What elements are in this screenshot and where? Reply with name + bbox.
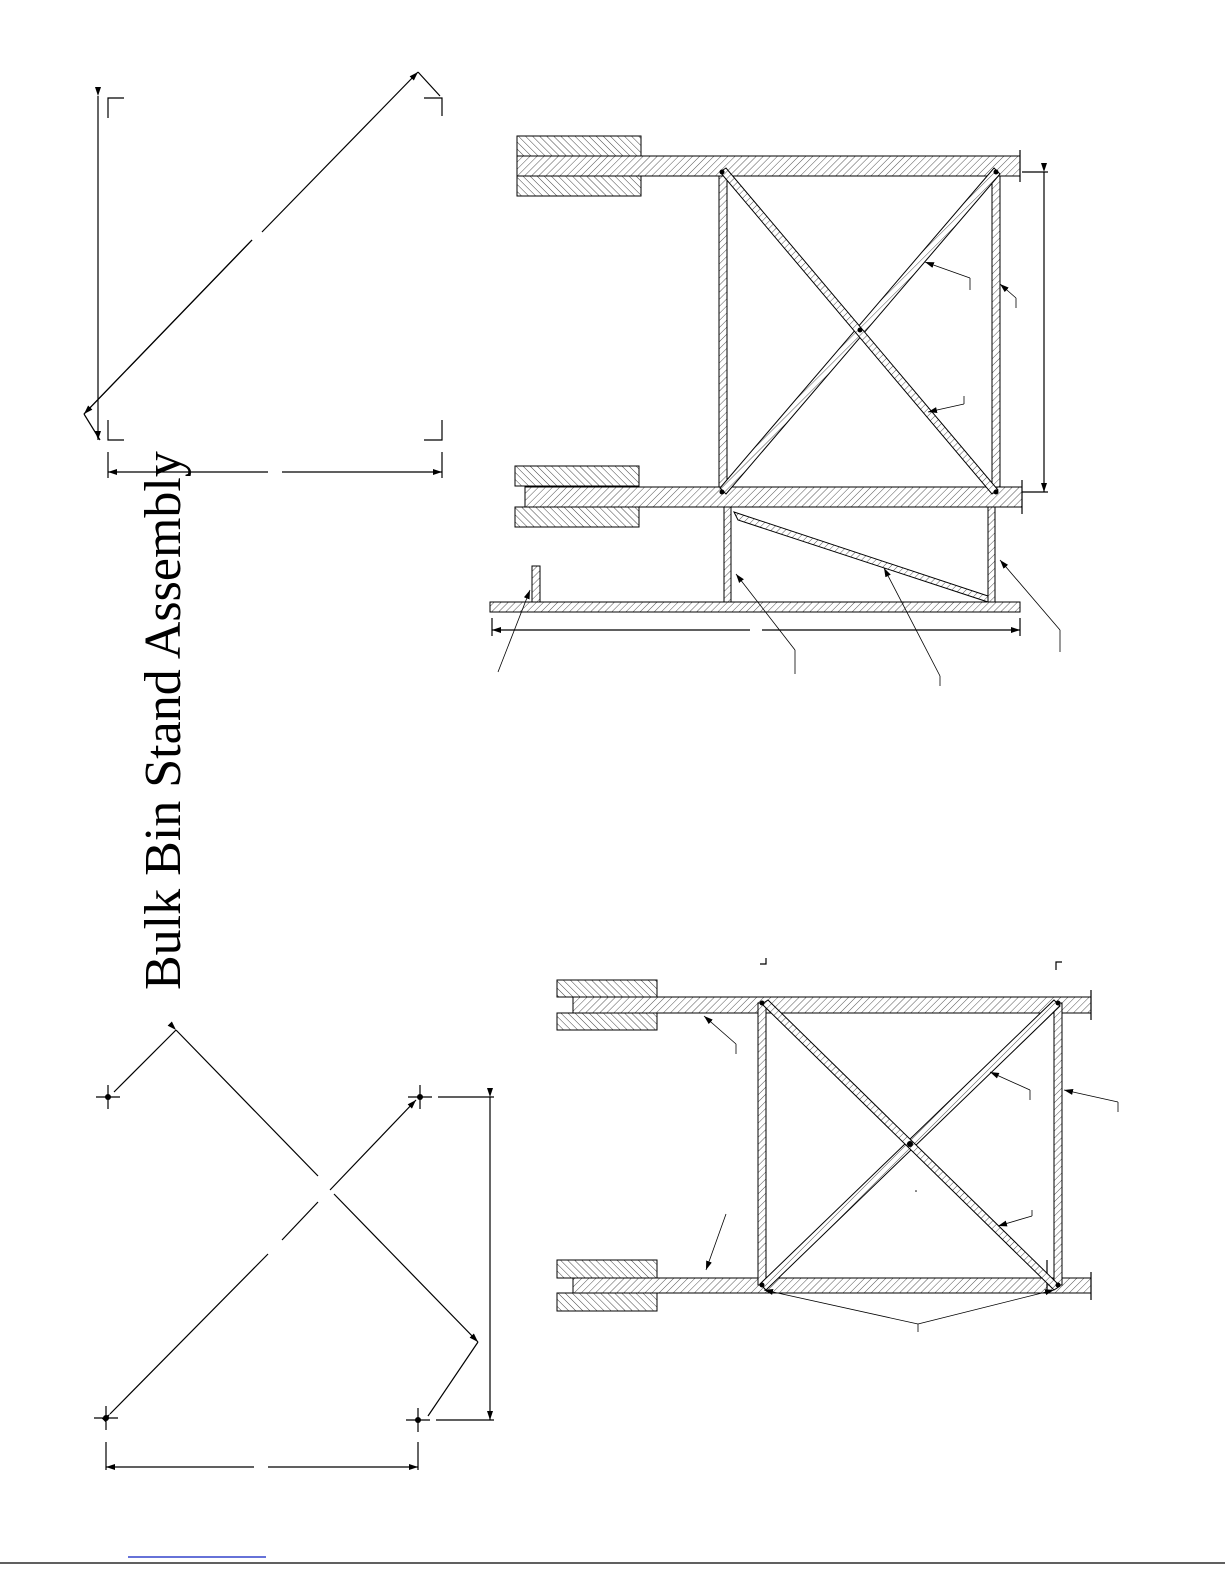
bolt-hole	[96, 1085, 120, 1109]
left-post	[719, 176, 727, 487]
page-title: Bulk Bin Stand Assembly	[135, 451, 192, 990]
lower-brace	[734, 512, 988, 602]
bottom-rail	[525, 487, 1022, 507]
foot-pad	[557, 1260, 657, 1278]
right-post	[1054, 1003, 1062, 1285]
foot-pad	[517, 136, 641, 156]
title-block	[135, 451, 192, 990]
footer	[0, 1557, 1225, 1563]
lower-post	[988, 507, 995, 603]
top-left-dimension-view	[84, 72, 442, 478]
top-rail	[573, 997, 1091, 1013]
bottom-rail	[573, 1278, 1091, 1293]
top-right-side-elevation	[490, 136, 1060, 686]
foot-pad	[557, 980, 657, 997]
foot-pad	[557, 1293, 657, 1311]
bottom-left-bolt-pattern	[94, 1030, 494, 1470]
foot-pad	[557, 1013, 657, 1030]
bolt-hole	[406, 1408, 430, 1432]
top-rail	[517, 156, 1020, 176]
left-post	[758, 1003, 766, 1285]
lower-post	[724, 507, 731, 603]
base-rail	[490, 602, 1020, 612]
foot-pad	[515, 466, 639, 486]
bottom-right-front-elevation	[557, 958, 1118, 1332]
right-post	[992, 176, 1000, 487]
stub-post	[532, 566, 540, 602]
foot-pad	[517, 176, 641, 196]
foot-pad	[515, 507, 639, 527]
